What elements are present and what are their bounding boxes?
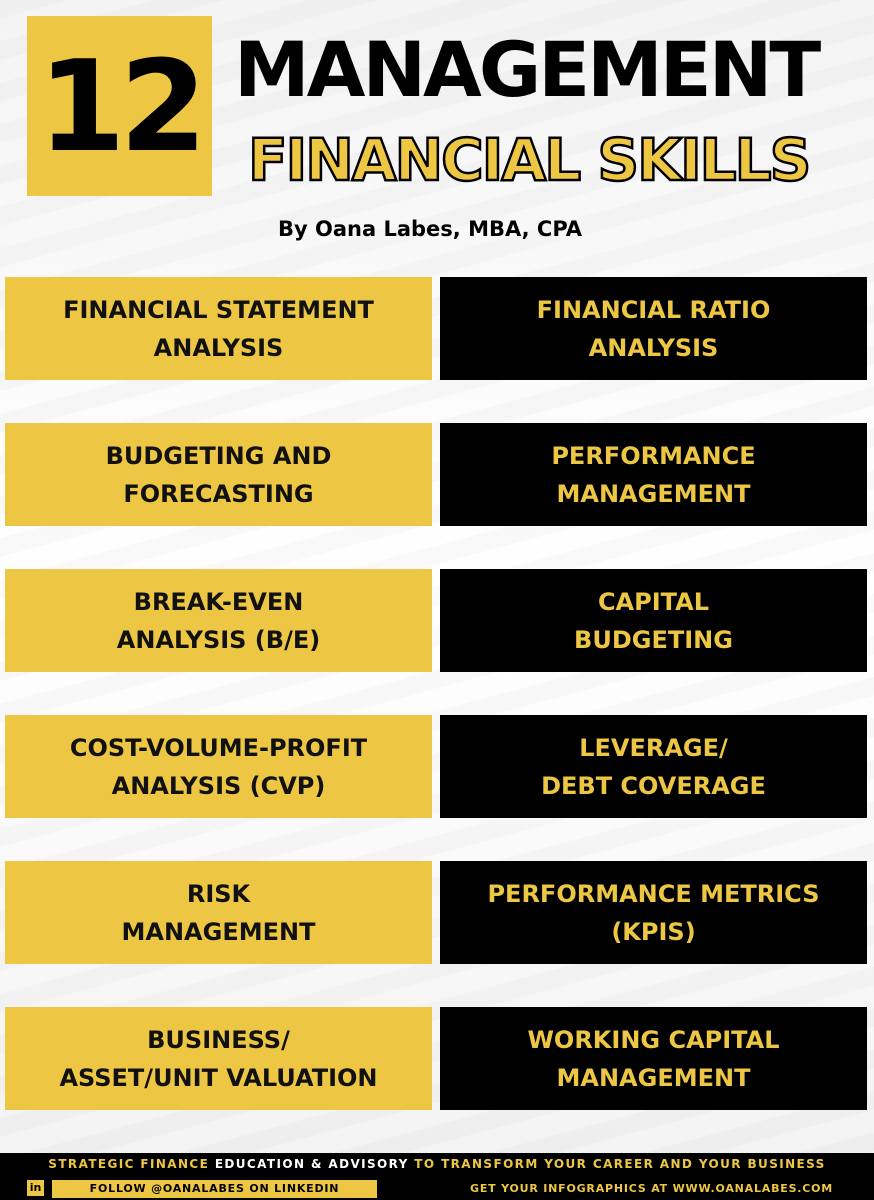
skill-label-line: (KPIS) — [611, 917, 696, 946]
skill-label-line: MANAGEMENT — [556, 1063, 751, 1092]
skill-label-line: ANALYSIS (CVP) — [111, 771, 326, 800]
skill-label-line: ANALYSIS — [153, 333, 284, 362]
skill-label-line: ANALYSIS (B/E) — [116, 625, 321, 654]
skill-label-line: PERFORMANCE — [551, 441, 756, 470]
skill-label-line: DEBT COVERAGE — [541, 771, 766, 800]
skill-label-line: ASSET/UNIT VALUATION — [59, 1063, 378, 1092]
footer-tagline-part: TO TRANSFORM YOUR CAREER AND YOUR BUSINESS — [408, 1157, 826, 1171]
footer-tagline-part: STRATEGIC FINANCE — [48, 1157, 215, 1171]
skill-label-line: BUDGETING — [574, 625, 733, 654]
skill-card — [440, 569, 867, 672]
headline-title: MANAGEMENT — [234, 25, 819, 114]
headline-number: 12 — [27, 16, 212, 196]
skill-label-line: ANALYSIS — [588, 333, 719, 362]
skill-card — [440, 1007, 867, 1110]
website-link[interactable]: GET YOUR INFOGRAPHICS AT WWW.OANALABES.COM — [470, 1182, 834, 1195]
headline-subtitle: FINANCIAL SKILLS — [248, 126, 810, 194]
skill-label-line: COST-VOLUME-PROFIT — [69, 733, 368, 762]
author-byline: By Oana Labes, MBA, CPA — [278, 217, 583, 241]
skill-card — [440, 423, 867, 526]
skill-label-line: PERFORMANCE METRICS — [487, 879, 820, 908]
skill-card — [440, 277, 867, 380]
skill-label-line: FINANCIAL STATEMENT — [63, 295, 374, 324]
skill-card — [5, 277, 432, 380]
skill-label-line: MANAGEMENT — [556, 479, 751, 508]
skill-card — [440, 715, 867, 818]
linkedin-follow-link[interactable]: FOLLOW @OANALABES ON LINKEDIN — [52, 1180, 377, 1198]
skill-label-line: MANAGEMENT — [121, 917, 316, 946]
skill-label-line: RISK — [186, 879, 251, 908]
skill-label-line: FINANCIAL RATIO — [536, 295, 771, 324]
skill-label-line: WORKING CAPITAL — [527, 1025, 780, 1054]
skill-label-line: LEVERAGE/ — [579, 733, 728, 762]
skill-card — [5, 569, 432, 672]
linkedin-icon[interactable]: in — [27, 1180, 44, 1196]
skill-card — [440, 861, 867, 964]
skill-card — [5, 423, 432, 526]
skill-label-line: CAPITAL — [597, 587, 710, 616]
skill-card — [5, 861, 432, 964]
footer-tagline — [0, 1157, 874, 1171]
skill-label-line: BREAK-EVEN — [133, 587, 304, 616]
skill-card — [5, 715, 432, 818]
skill-label-line: BUSINESS/ — [147, 1025, 290, 1054]
footer-bar — [0, 1153, 874, 1200]
skill-label-line: BUDGETING AND — [105, 441, 332, 470]
skill-card — [5, 1007, 432, 1110]
skill-label-line: FORECASTING — [123, 479, 314, 508]
footer-tagline-part: EDUCATION & ADVISORY — [214, 1157, 409, 1171]
